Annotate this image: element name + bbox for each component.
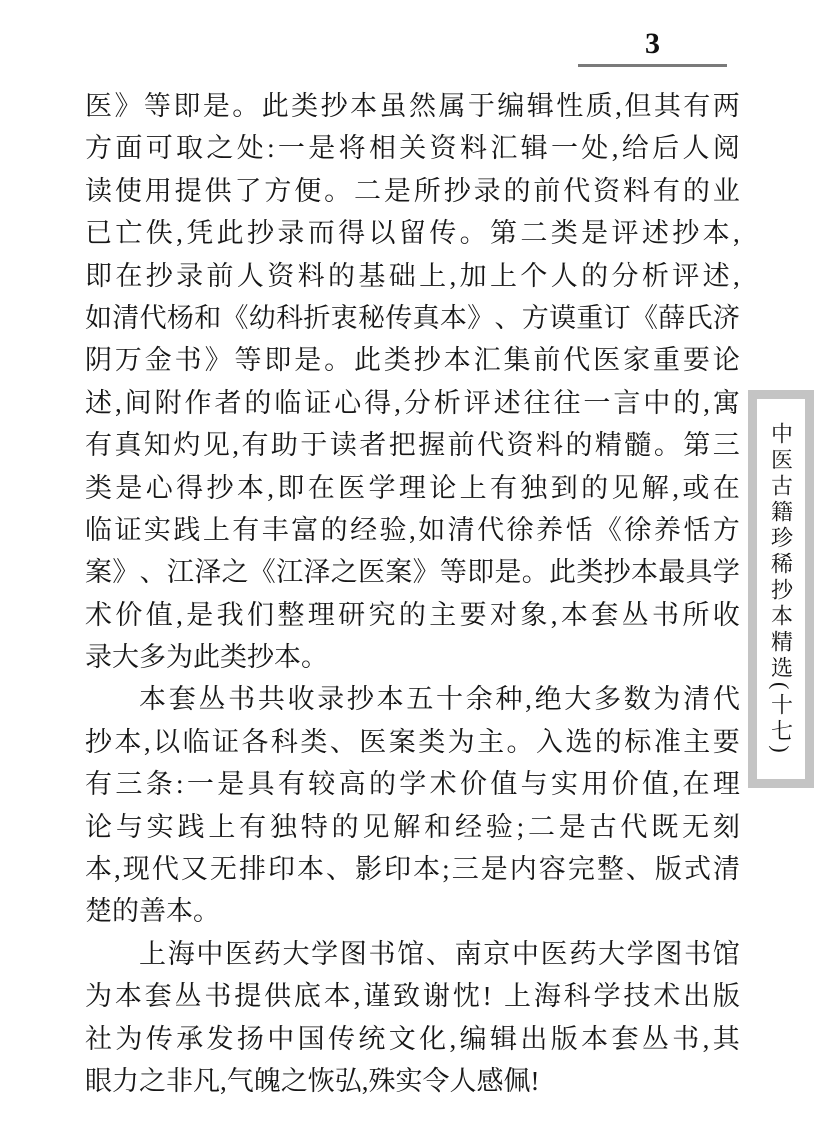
text-line: 眼力之非凡,气魄之恢弘,殊实令人感佩! xyxy=(85,1065,540,1096)
body-text xyxy=(85,85,740,1102)
text-line: 医 》 等 即 是 。 此 类 抄 本 虽 然 属 于 编 辑 性 质 , 但 其 有 两 xyxy=(85,91,740,121)
text-line: 即 在 抄 录 前 人 资 料 的 基 础 上 , 加 上 个 人 的 分 析 评 述 , xyxy=(85,260,740,291)
text-line: 有 真 知 灼 见 , 有 助 于 读 者 把 握 前 代 资 料 的 精 髓 。 第 三 xyxy=(85,430,740,461)
text-line: 上 海 中 医 药 大 学 图 书 馆 、 南 京 中 医 药 大 学 图 书 馆 xyxy=(139,938,740,969)
text-line: 为 本 套 丛 书 提 供 底 本 , 谨 致 谢 忱 ! 上 海 科 学 技 术 出 版 xyxy=(85,981,740,1012)
text-line: 临 证 实 践 上 有 丰 富 的 经 验 , 如 清 代 徐 养 恬 《 徐 养 恬 方 xyxy=(85,514,740,545)
text-line: 阴 万 金 书 》 等 即 是 。 此 类 抄 本 汇 集 前 代 医 家 重 要 论 xyxy=(85,345,740,376)
text-line: 术 价 值 , 是 我 们 整 理 研 究 的 主 要 对 象 , 本 套 丛 书 所 收 xyxy=(85,599,740,630)
text-line: 述 , 间 附 作 者 的 临 证 心 得 , 分 析 评 述 往 往 一 言 中 的 , 寓 xyxy=(85,387,740,418)
text-line: 录大多为此类抄本。 xyxy=(85,642,328,673)
text-line: 有 三 条 : 一 是 具 有 较 高 的 学 术 价 值 与 实 用 价 值 , 在 理 xyxy=(85,769,740,800)
text-line: 本 套 丛 书 共 收 录 抄 本 五 十 余 种 , 绝 大 多 数 为 清 代 xyxy=(139,684,740,715)
text-line: 如 清 代 杨 和 《 幼 科 折 衷 秘 传 真 本 》 、 方 谟 重 订 《 薛 氏 济 xyxy=(85,302,740,333)
text-line: 已 亡 佚 , 凭 此 抄 录 而 得 以 留 传 。 第 二 类 是 评 述 抄 本 , xyxy=(85,218,740,249)
text-line: 社 为 传 承 发 扬 中 国 传 统 文 化 , 编 辑 出 版 本 套 丛 书 , 其 xyxy=(85,1023,740,1054)
text-line: 案 》 、 江 泽 之 《 江 泽 之 医 案 》 等 即 是 。 此 类 抄 本 最 具 学 xyxy=(85,557,740,588)
text-line: 类 是 心 得 抄 本 , 即 在 医 学 理 论 上 有 独 到 的 见 解 , 或 在 xyxy=(85,472,740,503)
text-line: 本 , 现 代 又 无 排 印 本 、 影 印 本 ; 三 是 内 容 完 整 、 版 式 清 xyxy=(85,854,740,885)
page-number: 3 xyxy=(645,27,660,60)
series-title-vertical-text: 中医古籍珍稀抄本精选(十七) xyxy=(768,421,794,757)
series-title-box xyxy=(748,390,814,788)
text-line: 方 面 可 取 之 处 : 一 是 将 相 关 资 料 汇 辑 一 处 , 给 后 人 阅 xyxy=(85,133,740,164)
text-line: 读 使 用 提 供 了 方 便 。 二 是 所 抄 录 的 前 代 资 料 有 的 业 xyxy=(85,175,740,206)
text-line: 楚的善本。 xyxy=(85,896,220,927)
text-line: 论 与 实 践 上 有 独 特 的 见 解 和 经 验 ; 二 是 古 代 既 无 刻 xyxy=(85,811,740,842)
page-number-rule xyxy=(578,64,727,67)
text-line: 抄 本 , 以 临 证 各 科 类 、 医 案 类 为 主 。 入 选 的 标 准 主 要 xyxy=(85,726,740,757)
